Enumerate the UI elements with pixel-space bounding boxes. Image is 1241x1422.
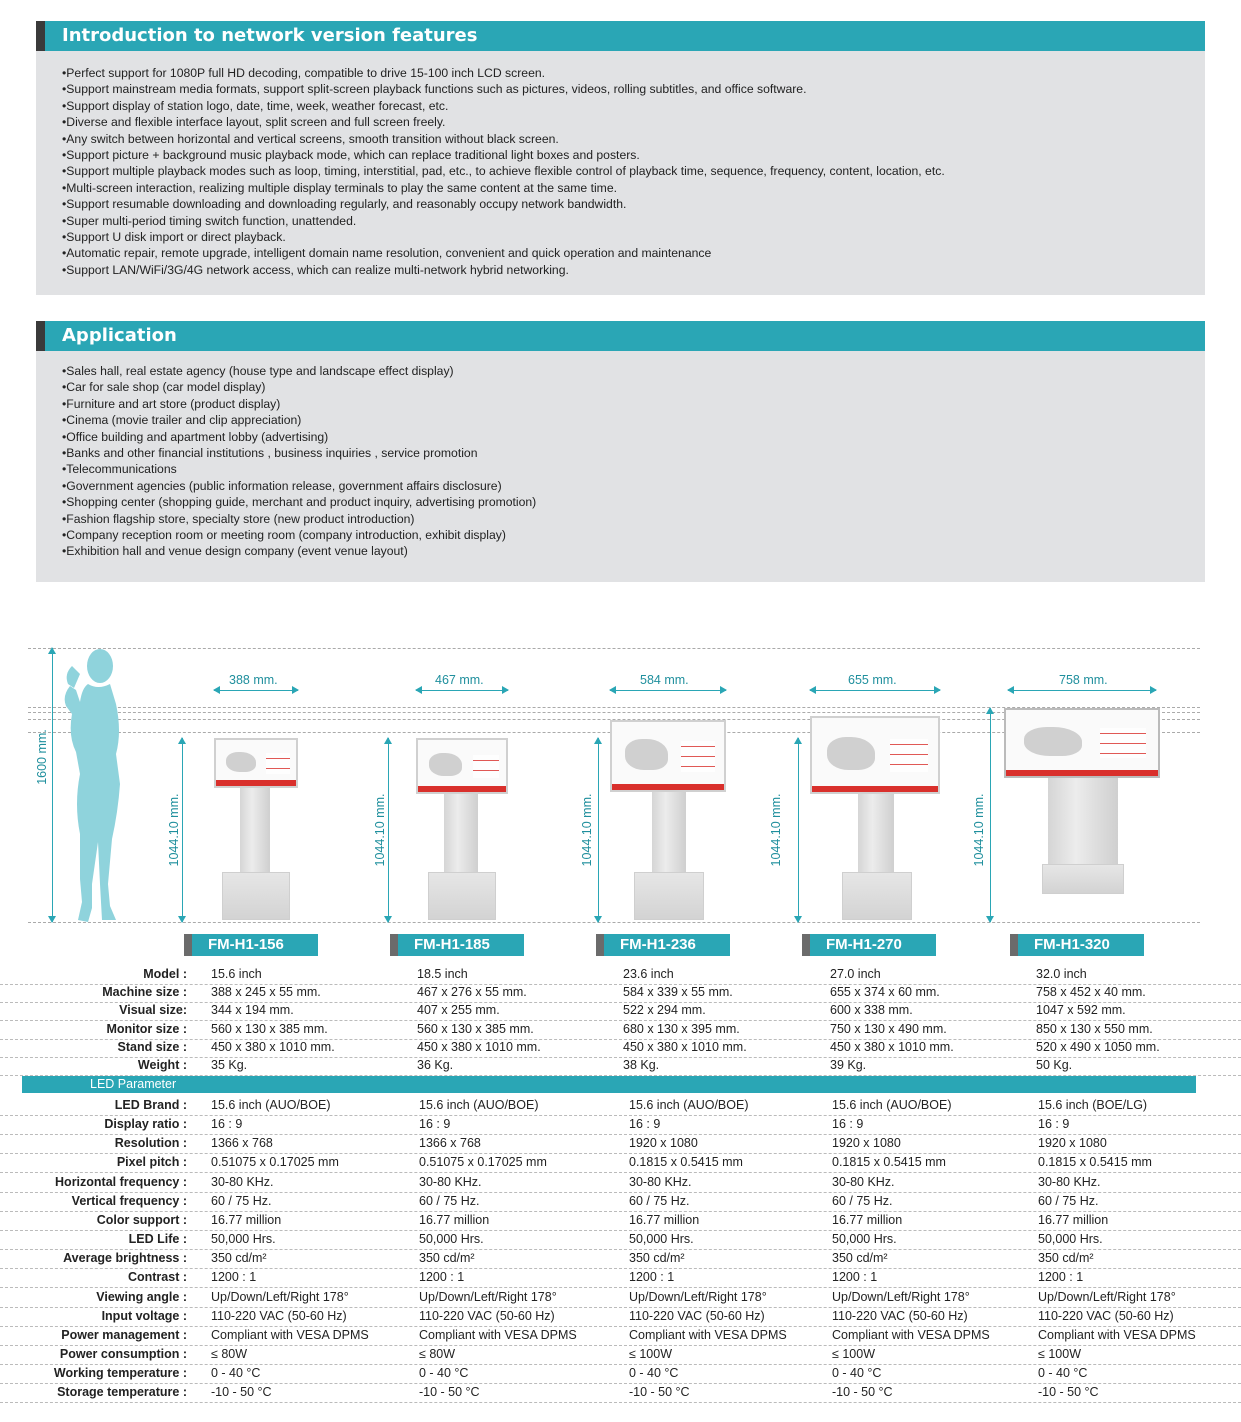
spec-value: ≤ 100W (629, 1346, 672, 1361)
bullet-item: • Support multiple playback modes such as loop, timing, interstitial, pad, etc., to achieve flexible control of playback time, sequence, frequency, content, location, etc. (62, 163, 945, 179)
person-height-arrow (52, 648, 53, 922)
spec-value: Compliant with VESA DPMS (419, 1327, 577, 1342)
spec-value: Up/Down/Left/Right 178° (832, 1289, 970, 1304)
spec-row-contrast (0, 1270, 1241, 1288)
spec-value: Up/Down/Left/Right 178° (211, 1289, 349, 1304)
spec-value: 50 Kg. (1036, 1058, 1073, 1072)
spec-value: Up/Down/Left/Right 178° (419, 1289, 557, 1304)
spec-value: 850 x 130 x 550 mm. (1036, 1021, 1153, 1036)
bullet-item: • Sales hall, real estate agency (house type and landscape effect display) (62, 363, 536, 379)
spec-row-monitor-size (0, 1022, 1241, 1040)
spec-row-weight (0, 1058, 1241, 1076)
bullet-item: • Perfect support for 1080P full HD decoding, compatible to drive 15-100 inch LCD screen. (62, 65, 945, 81)
kiosk-screen (416, 738, 508, 794)
led-parameter-title: LED Parameter (90, 1077, 177, 1091)
spec-value: Compliant with VESA DPMS (211, 1327, 369, 1342)
bullet-item: • Government agencies (public information release, government affairs disclosure) (62, 478, 536, 494)
spec-row-stand-size (0, 1040, 1241, 1058)
kiosk-screen (610, 720, 726, 792)
spec-value: -10 - 50 °C (1038, 1385, 1099, 1400)
spec-value: 0 - 40 °C (1038, 1366, 1088, 1381)
spec-row-visual-size (0, 1003, 1241, 1021)
bullet-item: • Company reception room or meeting room (company introduction, exhibit display) (62, 527, 536, 543)
size-comparison-illustration (0, 640, 1241, 960)
spec-label: Model : (143, 967, 187, 981)
bullet-item: • Support resumable downloading and downloading regularly, and reasonably occupy network bandwidth. (62, 196, 945, 212)
guide-line (28, 648, 1200, 649)
spec-value: 36 Kg. (417, 1058, 454, 1072)
spec-value: 350 cd/m² (419, 1251, 475, 1266)
spec-row-model (0, 967, 1241, 985)
spec-value: 15.6 inch (211, 967, 262, 981)
spec-value: 60 / 75 Hz. (419, 1193, 480, 1208)
width-arrow (214, 690, 298, 691)
spec-value: 30-80 KHz. (211, 1174, 274, 1189)
spec-value: 16 : 9 (419, 1117, 451, 1132)
spec-label: Color support : (96, 1212, 187, 1227)
spec-row-power-consumption (0, 1347, 1241, 1365)
bullet-item: • Support U disk import or direct playback. (62, 229, 945, 245)
spec-value: 16 : 9 (1038, 1117, 1070, 1132)
spec-value: 16.77 million (419, 1212, 490, 1227)
spec-value: Up/Down/Left/Right 178° (1038, 1289, 1176, 1304)
led-parameter-band (22, 1076, 1196, 1093)
kiosk-height-arrow (798, 738, 799, 922)
spec-value: 16 : 9 (629, 1117, 661, 1132)
spec-value: 110-220 VAC (50-60 Hz) (419, 1308, 555, 1323)
spec-value: 15.6 inch (AUO/BOE) (211, 1098, 331, 1112)
kiosk-stand (858, 794, 894, 882)
spec-value: 110-220 VAC (50-60 Hz) (629, 1308, 765, 1323)
bullet-item: • Diverse and flexible interface layout, split screen and full screen freely. (62, 114, 945, 130)
kiosk-base (1042, 864, 1124, 894)
width-label: 758 mm. (1059, 673, 1108, 687)
bullet-item: • Exhibition hall and venue design company (event venue layout) (62, 543, 536, 559)
spec-value: 15.6 inch (BOE/LG) (1038, 1098, 1148, 1112)
spec-value: 450 x 380 x 1010 mm. (211, 1039, 335, 1054)
width-label: 388 mm. (229, 673, 278, 687)
kiosk-screen (214, 738, 298, 788)
bullet-item: • Telecommunications (62, 461, 536, 477)
spec-value: 655 x 374 x 60 mm. (830, 985, 940, 1000)
bullet-item: • Shopping center (shopping guide, merchant and product inquiry, advertising promotion) (62, 494, 536, 510)
human-silhouette (58, 644, 134, 926)
spec-value: 1200 : 1 (419, 1270, 465, 1285)
spec-value: 758 x 452 x 40 mm. (1036, 985, 1146, 1000)
width-label: 467 mm. (435, 673, 484, 687)
spec-value: -10 - 50 °C (832, 1385, 893, 1400)
features-title: Introduction to network version features (62, 25, 478, 46)
spec-value: 0.1815 x 0.5415 mm (629, 1155, 743, 1170)
spec-value: 16.77 million (629, 1212, 700, 1227)
spec-value: 1366 x 768 (419, 1136, 481, 1151)
kiosk-height-label: 1044.10 mm. (769, 793, 783, 867)
spec-value: 110-220 VAC (50-60 Hz) (1038, 1308, 1174, 1323)
kiosk-stand (652, 792, 686, 882)
spec-value: 1200 : 1 (832, 1270, 878, 1285)
spec-row-input-voltage (0, 1309, 1241, 1327)
kiosk-height-arrow (598, 738, 599, 922)
application-list (62, 363, 536, 560)
kiosk-screen (810, 716, 940, 794)
spec-value: 23.6 inch (623, 967, 674, 981)
spec-value: Compliant with VESA DPMS (832, 1327, 990, 1342)
spec-row-resolution (0, 1136, 1241, 1154)
spec-row-led-life (0, 1232, 1241, 1250)
bullet-item: • Automatic repair, remote upgrade, intelligent domain name resolution, convenient and quick operation and maintenance (62, 245, 945, 261)
spec-value: 522 x 294 mm. (623, 1003, 706, 1018)
spec-value: 110-220 VAC (50-60 Hz) (832, 1308, 968, 1323)
kiosk-height-label: 1044.10 mm. (373, 793, 387, 867)
spec-value: 1047 x 592 mm. (1036, 1003, 1126, 1018)
spec-label: Pixel pitch : (116, 1155, 187, 1170)
bullet-item: • Super multi-period timing switch function, unattended. (62, 213, 945, 229)
spec-label: Horizontal frequency : (55, 1174, 187, 1189)
spec-value: 50,000 Hrs. (832, 1232, 897, 1247)
spec-value: 350 cd/m² (832, 1251, 888, 1266)
spec-label: Monitor size : (106, 1021, 187, 1036)
spec-value: ≤ 80W (211, 1346, 248, 1361)
kiosk-screen (1004, 708, 1160, 778)
spec-label: Display ratio : (104, 1117, 187, 1132)
spec-value: 0 - 40 °C (629, 1366, 679, 1381)
spec-value: ≤ 80W (419, 1346, 456, 1361)
kiosk-height-label: 1044.10 mm. (580, 793, 594, 867)
spec-value: 16.77 million (1038, 1212, 1109, 1227)
spec-row-average-brightness (0, 1251, 1241, 1269)
spec-value: 30-80 KHz. (629, 1174, 692, 1189)
spec-value: 50,000 Hrs. (419, 1232, 484, 1247)
bullet-item: • Multi-screen interaction, realizing multiple display terminals to play the same content at the same time. (62, 180, 945, 196)
spec-value: -10 - 50 °C (419, 1385, 480, 1400)
spec-value: 60 / 75 Hz. (1038, 1193, 1099, 1208)
kiosk-fm-h1-236 (610, 720, 726, 922)
spec-value: 560 x 130 x 385 mm. (417, 1021, 534, 1036)
spec-value: 60 / 75 Hz. (832, 1193, 893, 1208)
bullet-item: • Cinema (movie trailer and clip appreciation) (62, 412, 536, 428)
spec-value: 60 / 75 Hz. (211, 1193, 272, 1208)
spec-label: Storage temperature : (57, 1385, 187, 1400)
bullet-item: • Banks and other financial institutions , business inquiries , service promotion (62, 445, 536, 461)
spec-value: 0 - 40 °C (419, 1366, 469, 1381)
header-marker (36, 21, 45, 51)
spec-label: Contrast : (127, 1270, 187, 1285)
features-section (36, 21, 1205, 295)
spec-value: 16 : 9 (832, 1117, 864, 1132)
spec-value: 35 Kg. (211, 1058, 248, 1072)
spec-value: 16 : 9 (211, 1117, 243, 1132)
spec-row-color-support (0, 1213, 1241, 1231)
bullet-item: • Any switch between horizontal and vertical screens, smooth transition without black screen. (62, 131, 945, 147)
width-arrow (1008, 690, 1156, 691)
model-name: FM-H1-185 (398, 934, 524, 956)
kiosk-height-arrow (388, 738, 389, 922)
spec-value: 30-80 KHz. (1038, 1174, 1101, 1189)
spec-value: ≤ 100W (832, 1346, 875, 1361)
kiosk-height-arrow (990, 708, 991, 922)
spec-value: 50,000 Hrs. (211, 1232, 276, 1247)
application-section (36, 321, 1205, 582)
model-name: FM-H1-320 (1018, 934, 1144, 956)
spec-row-pixel-pitch (0, 1155, 1241, 1173)
spec-value: 30-80 KHz. (419, 1174, 482, 1189)
spec-value: 15.6 inch (AUO/BOE) (419, 1098, 539, 1112)
bullet-item: • Support picture + background music playback mode, which can replace traditional light boxes and posters. (62, 147, 945, 163)
bullet-item: • Fashion flagship store, specialty store (new product introduction) (62, 511, 536, 527)
spec-value: 50,000 Hrs. (629, 1232, 694, 1247)
spec-value: 1920 x 1080 (832, 1136, 901, 1151)
spec-value: Compliant with VESA DPMS (629, 1327, 787, 1342)
spec-value: 110-220 VAC (50-60 Hz) (211, 1308, 347, 1323)
spec-label: Weight : (137, 1058, 187, 1072)
spec-row-working-temperature (0, 1366, 1241, 1384)
width-arrow (416, 690, 508, 691)
spec-value: 0 - 40 °C (832, 1366, 882, 1381)
application-title: Application (62, 325, 177, 346)
spec-row-storage-temperature (0, 1385, 1241, 1403)
spec-value: 750 x 130 x 490 mm. (830, 1021, 947, 1036)
spec-value: 1200 : 1 (1038, 1270, 1084, 1285)
spec-value: 38 Kg. (623, 1058, 660, 1072)
spec-value: 16.77 million (832, 1212, 903, 1227)
application-header (36, 321, 1205, 351)
spec-row-machine-size (0, 985, 1241, 1003)
kiosk-base (842, 872, 912, 920)
spec-value: Up/Down/Left/Right 178° (629, 1289, 767, 1304)
width-label: 655 mm. (848, 673, 897, 687)
spec-value: 344 x 194 mm. (211, 1003, 294, 1018)
kiosk-base (222, 872, 290, 920)
spec-value: 560 x 130 x 385 mm. (211, 1021, 328, 1036)
spec-value: 15.6 inch (AUO/BOE) (629, 1098, 749, 1112)
kiosk-stand (1048, 778, 1118, 872)
features-list (62, 65, 945, 278)
person-height-label: 1600 mm. (35, 729, 49, 785)
kiosk-fm-h1-320 (1004, 708, 1160, 922)
spec-value: 18.5 inch (417, 967, 468, 981)
spec-value: 520 x 490 x 1050 mm. (1036, 1039, 1160, 1054)
model-name: FM-H1-270 (810, 934, 936, 956)
spec-value: 450 x 380 x 1010 mm. (417, 1039, 541, 1054)
guide-line (28, 922, 1200, 923)
spec-label: Resolution : (114, 1136, 187, 1151)
bullet-item: • Car for sale shop (car model display) (62, 379, 536, 395)
spec-label: Stand size : (117, 1039, 187, 1054)
spec-value: 450 x 380 x 1010 mm. (830, 1039, 954, 1054)
spec-value: 450 x 380 x 1010 mm. (623, 1039, 747, 1054)
kiosk-fm-h1-185 (416, 738, 508, 922)
width-label: 584 mm. (640, 673, 689, 687)
width-arrow (610, 690, 726, 691)
kiosk-fm-h1-270 (810, 716, 940, 922)
spec-value: 388 x 245 x 55 mm. (211, 985, 321, 1000)
bullet-item: • Furniture and art store (product display) (62, 396, 536, 412)
spec-value: 0.51075 x 0.17025 mm (211, 1155, 339, 1170)
spec-value: 680 x 130 x 395 mm. (623, 1021, 740, 1036)
kiosk-base (634, 872, 704, 920)
kiosk-height-label: 1044.10 mm. (167, 793, 181, 867)
spec-value: 50,000 Hrs. (1038, 1232, 1103, 1247)
spec-value: 0.1815 x 0.5415 mm (832, 1155, 946, 1170)
bullet-item: • Support display of station logo, date, time, week, weather forecast, etc. (62, 98, 945, 114)
kiosk-stand (240, 788, 270, 882)
spec-label: Power consumption : (59, 1346, 187, 1361)
spec-label: Average brightness : (63, 1251, 187, 1266)
bullet-item: • Office building and apartment lobby (advertising) (62, 429, 536, 445)
spec-row-led-brand (0, 1098, 1241, 1116)
spec-label: Power management : (61, 1327, 187, 1342)
kiosk-height-label: 1044.10 mm. (972, 793, 986, 867)
kiosk-fm-h1-156 (214, 738, 298, 922)
spec-value: 1920 x 1080 (629, 1136, 698, 1151)
spec-value: 16.77 million (211, 1212, 282, 1227)
spec-value: 32.0 inch (1036, 967, 1087, 981)
spec-value: 60 / 75 Hz. (629, 1193, 690, 1208)
spec-label: LED Life : (128, 1232, 187, 1247)
spec-value: 39 Kg. (830, 1058, 867, 1072)
spec-row-viewing-angle (0, 1290, 1241, 1308)
spec-label: Vertical frequency : (71, 1193, 187, 1208)
spec-value: 1200 : 1 (629, 1270, 675, 1285)
spec-value: 30-80 KHz. (832, 1174, 895, 1189)
spec-value: 27.0 inch (830, 967, 881, 981)
spec-value: 0 - 40 °C (211, 1366, 261, 1381)
spec-value: 350 cd/m² (211, 1251, 267, 1266)
spec-value: 1200 : 1 (211, 1270, 257, 1285)
spec-value: 1920 x 1080 (1038, 1136, 1107, 1151)
spec-row-display-ratio (0, 1117, 1241, 1135)
header-marker (36, 321, 45, 351)
spec-value: 0.51075 x 0.17025 mm (419, 1155, 547, 1170)
spec-row-vertical-frequency (0, 1194, 1241, 1212)
spec-label: Input voltage : (101, 1308, 187, 1323)
spec-label: LED Brand : (114, 1098, 187, 1112)
kiosk-height-arrow (182, 738, 183, 922)
model-name: FM-H1-236 (604, 934, 730, 956)
spec-value: 407 x 255 mm. (417, 1003, 500, 1018)
spec-value: 600 x 338 mm. (830, 1003, 913, 1018)
spec-value: -10 - 50 °C (629, 1385, 690, 1400)
kiosk-base (428, 872, 496, 920)
spec-row-power-management (0, 1328, 1241, 1346)
features-header (36, 21, 1205, 51)
spec-value: 584 x 339 x 55 mm. (623, 985, 733, 1000)
spec-label: Working temperature : (53, 1366, 187, 1381)
spec-value: -10 - 50 °C (211, 1385, 272, 1400)
model-name: FM-H1-156 (192, 934, 318, 956)
spec-value: 350 cd/m² (629, 1251, 685, 1266)
spec-value: 467 x 276 x 55 mm. (417, 985, 527, 1000)
kiosk-stand (444, 794, 478, 882)
spec-row-horizontal-frequency (0, 1175, 1241, 1193)
spec-value: Compliant with VESA DPMS (1038, 1327, 1196, 1342)
spec-label: Visual size: (119, 1003, 187, 1018)
spec-value: 350 cd/m² (1038, 1251, 1094, 1266)
bullet-item: • Support mainstream media formats, support split-screen playback functions such as pictures, videos, rolling subtitles, and office software. (62, 81, 945, 97)
spec-value: 15.6 inch (AUO/BOE) (832, 1098, 952, 1112)
bullet-item: • Support LAN/WiFi/3G/4G network access, which can realize multi-network hybrid networking. (62, 262, 945, 278)
spec-value: 1366 x 768 (211, 1136, 273, 1151)
spec-label: Viewing angle : (96, 1289, 187, 1304)
spec-value: 0.1815 x 0.5415 mm (1038, 1155, 1152, 1170)
spec-label: Machine size : (102, 985, 187, 1000)
spec-value: ≤ 100W (1038, 1346, 1081, 1361)
width-arrow (810, 690, 940, 691)
